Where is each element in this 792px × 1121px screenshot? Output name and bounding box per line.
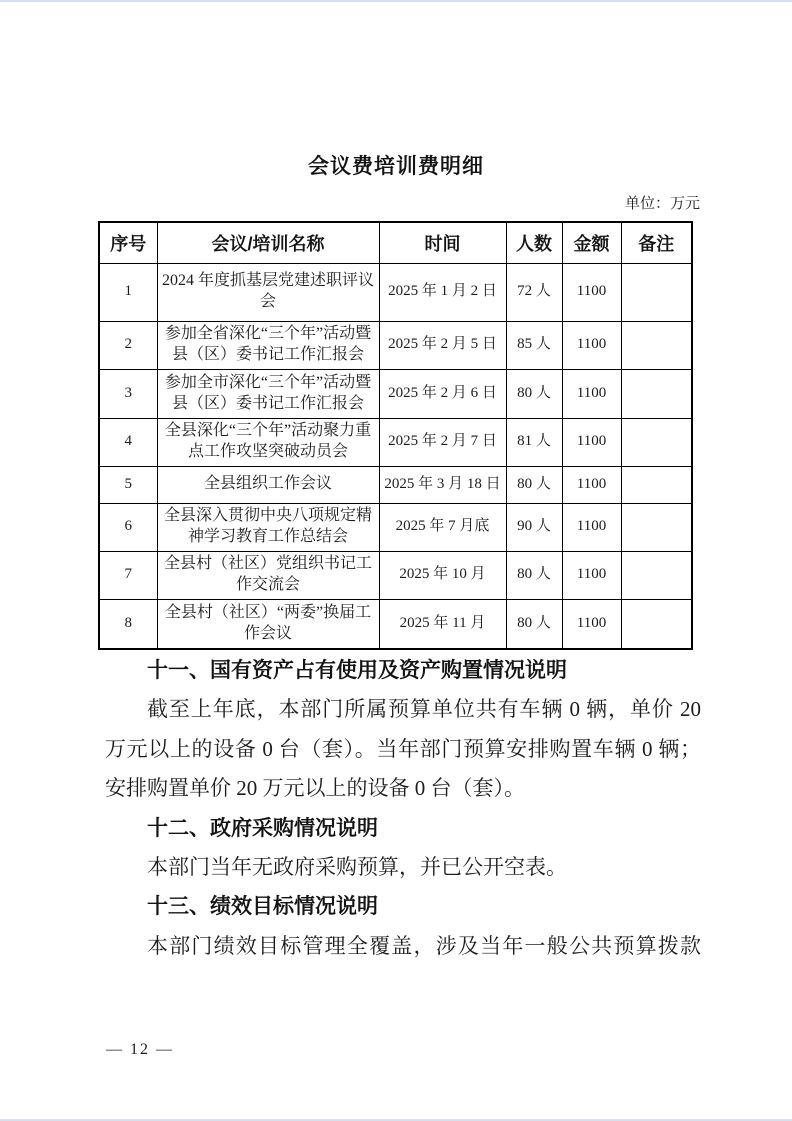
cell-amount: 1100 (562, 369, 621, 418)
cell-note (621, 503, 692, 551)
table-row (99, 321, 692, 369)
cell-amount: 1100 (562, 418, 621, 466)
cell-no: 3 (99, 369, 157, 418)
cell-note (621, 321, 692, 369)
unit-label: 单位：万元 (624, 196, 700, 212)
cell-time: 2025 年 2 月 6 日 (379, 369, 506, 418)
paragraph-line: 本部门当年无政府采购预算，并已公开空表。 (147, 855, 567, 880)
section-11-heading: 十一、国有资产占有使用及资产购置情况说明 (147, 659, 567, 682)
paragraph-line: 截至上年底，本部门所属预算单位共有车辆 0 辆，单价 20 (147, 697, 701, 722)
table-header-row (99, 222, 692, 263)
cell-people: 80 人 (506, 369, 562, 418)
table-row (99, 503, 692, 551)
cell-time: 2025 年 3 月 18 日 (379, 466, 506, 503)
cell-people: 85 人 (506, 321, 562, 369)
narrative-sections (105, 651, 701, 966)
column-header-name: 会议/培训名称 (157, 222, 379, 263)
paragraph-line: 安排购置单价 20 万元以上的设备 0 台（套）。 (105, 776, 525, 801)
cell-name: 参加全市深化“三个年”活动暨县（区）委书记工作汇报会 (157, 369, 379, 418)
cell-name: 全县村（社区）党组织书记工作交流会 (157, 551, 379, 599)
cell-no: 2 (99, 321, 157, 369)
cell-time: 2025 年 10 月 (379, 551, 506, 599)
cell-no: 7 (99, 551, 157, 599)
column-header-no: 序号 (99, 222, 157, 263)
section-12 (105, 809, 701, 888)
table-row (99, 551, 692, 599)
cell-note (621, 466, 692, 503)
cell-no: 5 (99, 466, 157, 503)
section-13-heading: 十三、绩效目标情况说明 (147, 895, 378, 919)
cell-time: 2025 年 11 月 (379, 599, 506, 649)
document-title: 会议费培训费明细 (308, 155, 484, 178)
cell-amount: 1100 (562, 551, 621, 599)
cell-amount: 1100 (562, 321, 621, 369)
table-row (99, 369, 692, 418)
paragraph-line: 本部门绩效目标管理全覆盖，涉及当年一般公共预算拨款 (147, 933, 701, 958)
cell-people: 80 人 (506, 551, 562, 599)
table-row (99, 466, 692, 503)
section-12-heading: 十二、政府采购情况说明 (147, 816, 378, 840)
cell-amount: 1100 (562, 466, 621, 503)
cell-amount: 1100 (562, 263, 621, 321)
cell-note (621, 551, 692, 599)
cell-time: 2025 年 7 月底 (379, 503, 506, 551)
cell-time: 2025 年 2 月 5 日 (379, 321, 506, 369)
cell-name: 全县组织工作会议 (157, 466, 379, 503)
cell-people: 90 人 (506, 503, 562, 551)
cell-name: 全县村（社区）“两委”换届工作会议 (157, 599, 379, 649)
column-header-amount: 金额 (562, 222, 621, 263)
page-edge-top-line (0, 0, 792, 2)
cell-time: 2025 年 1 月 2 日 (379, 263, 506, 321)
column-header-note: 备注 (621, 222, 692, 263)
cell-people: 72 人 (506, 263, 562, 321)
cell-people: 80 人 (506, 599, 562, 649)
cell-name: 参加全省深化“三个年”活动暨县（区）委书记工作汇报会 (157, 321, 379, 369)
cell-name: 全县深入贯彻中央八项规定精神学习教育工作总结会 (157, 503, 379, 551)
table-row (99, 418, 692, 466)
cell-note (621, 263, 692, 321)
column-header-time: 时间 (379, 222, 506, 263)
cell-note (621, 418, 692, 466)
cell-name: 2024 年度抓基层党建述职评议会 (157, 263, 379, 321)
paragraph-line: 万元以上的设备 0 台（套）。当年部门预算安排购置车辆 0 辆； (105, 736, 701, 761)
section-11 (105, 651, 701, 809)
cell-note (621, 369, 692, 418)
cell-no: 6 (99, 503, 157, 551)
cell-people: 80 人 (506, 466, 562, 503)
page-number: — 12 — (106, 1041, 174, 1058)
section-13 (105, 887, 701, 966)
table-row (99, 263, 692, 321)
cell-no: 1 (99, 263, 157, 321)
cell-time: 2025 年 2 月 7 日 (379, 418, 506, 466)
cell-amount: 1100 (562, 503, 621, 551)
column-header-people: 人数 (506, 222, 562, 263)
cell-note (621, 599, 692, 649)
cell-no: 4 (99, 418, 157, 466)
cell-people: 81 人 (506, 418, 562, 466)
table-row (99, 599, 692, 649)
cell-name: 全县深化“三个年”活动聚力重点工作攻坚突破动员会 (157, 418, 379, 466)
cell-amount: 1100 (562, 599, 621, 649)
meeting-training-fee-table (98, 221, 693, 650)
cell-no: 8 (99, 599, 157, 649)
